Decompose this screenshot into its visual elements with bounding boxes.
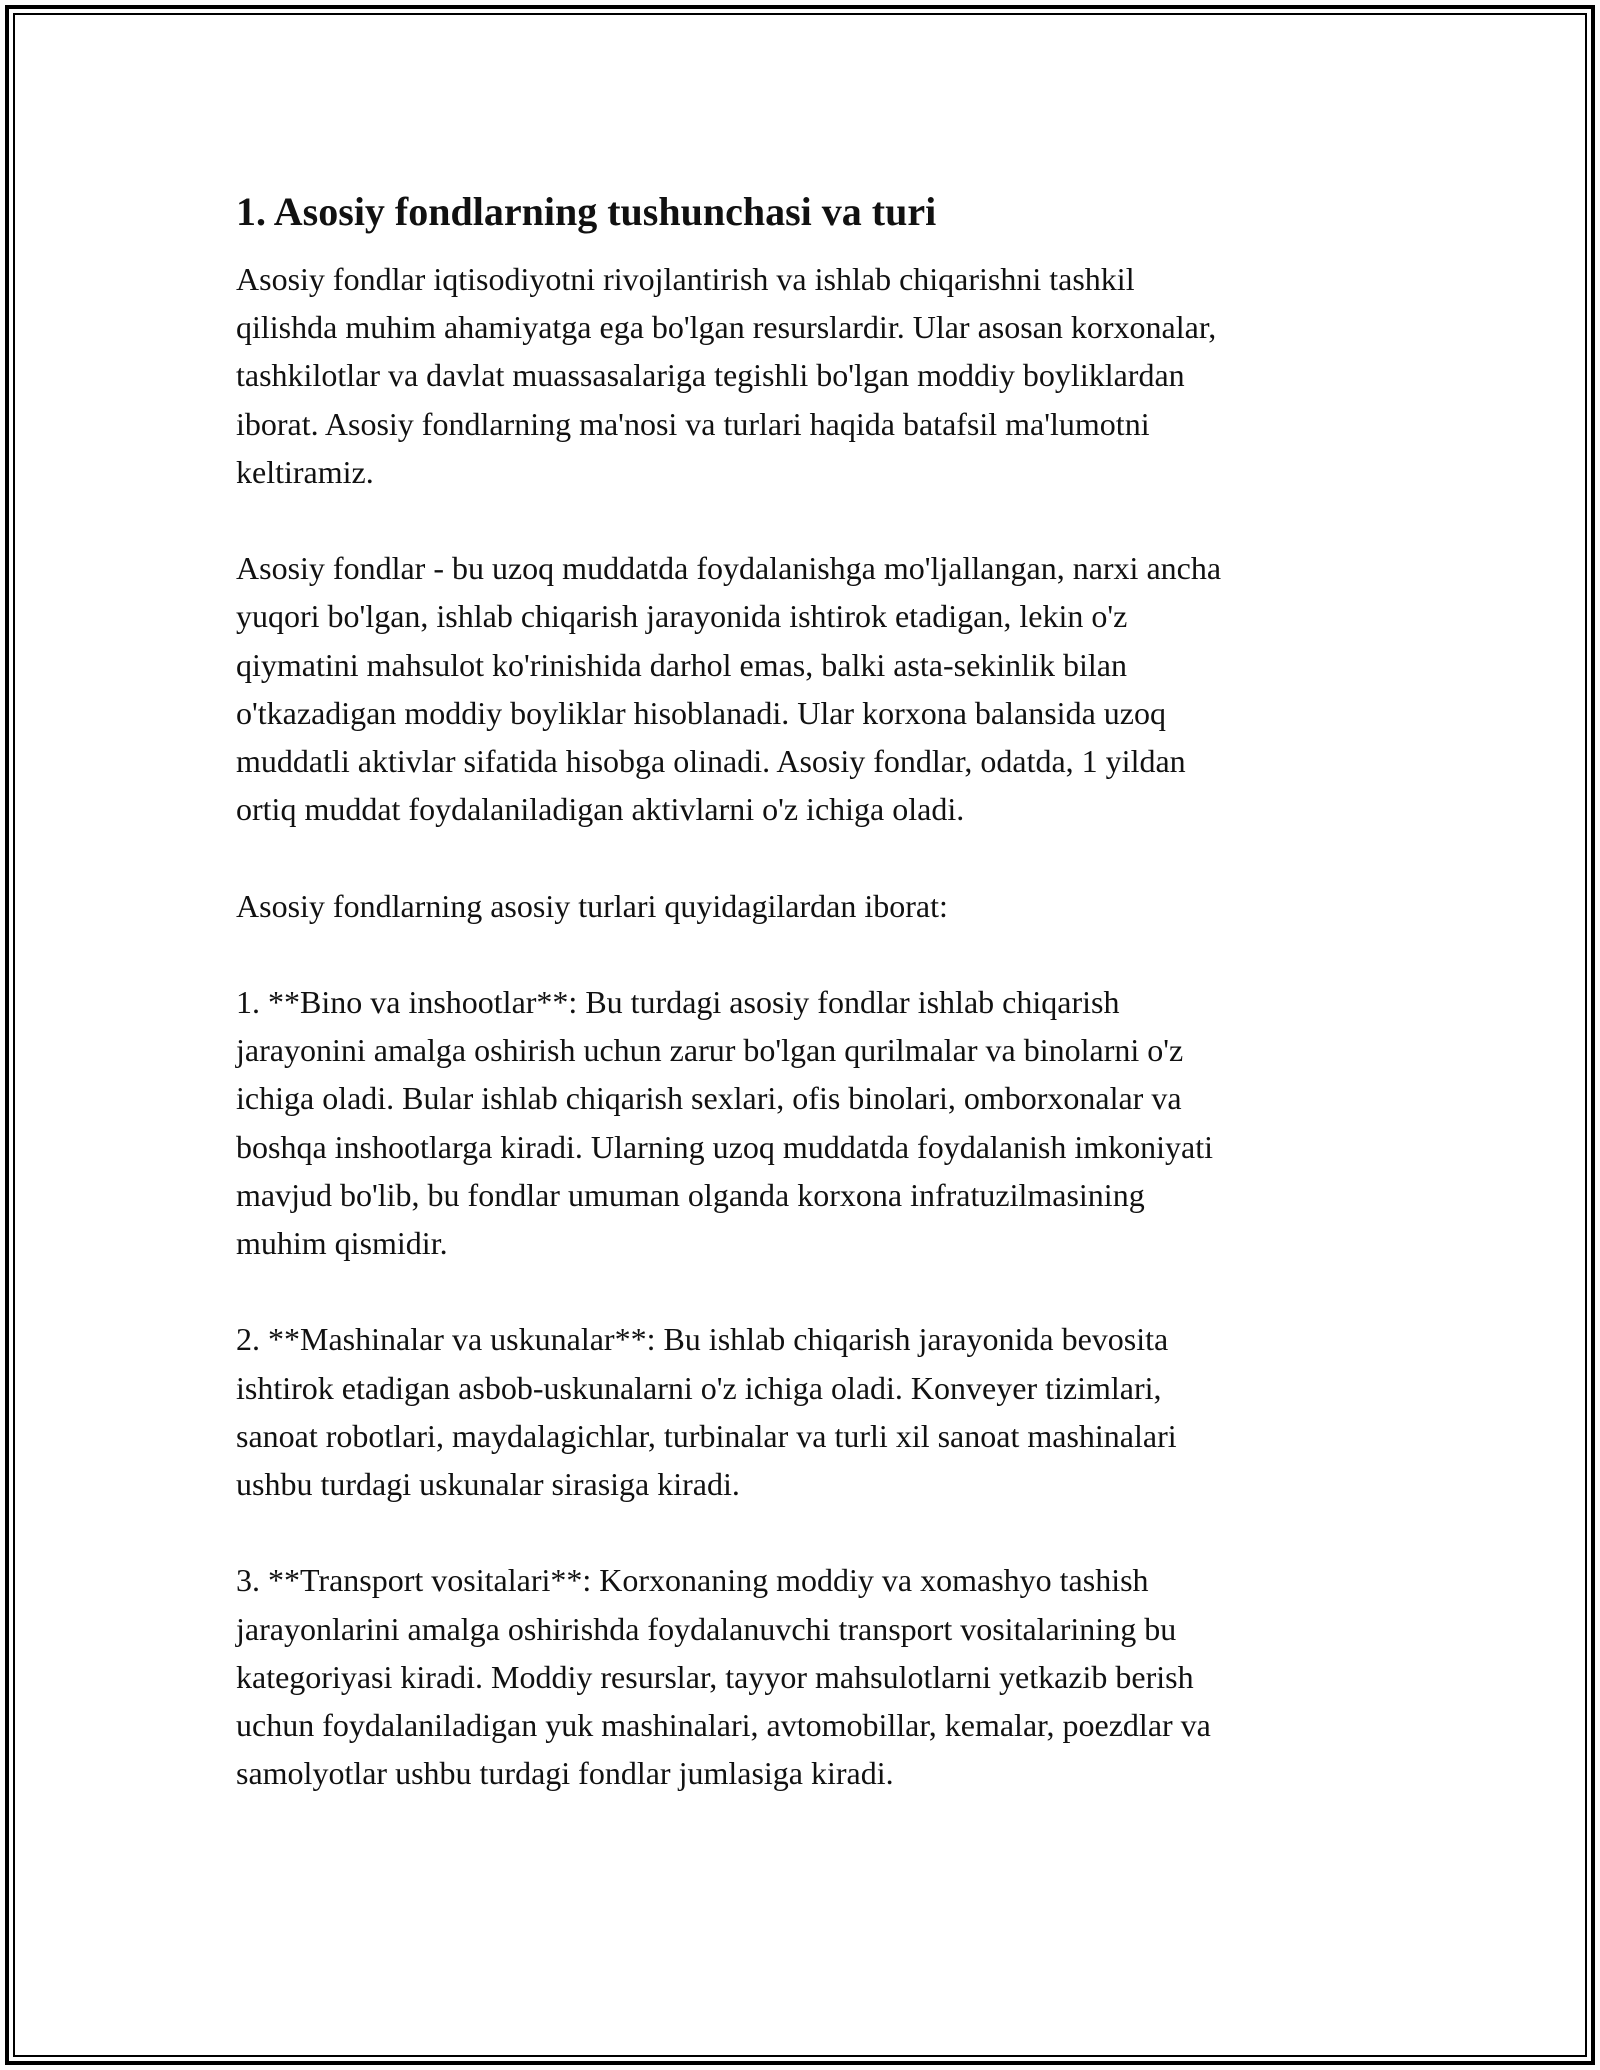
list-item-transport bbox=[236, 1556, 1376, 1797]
text-line: jarayonlarini amalga oshirishda foydalanuvchi transport vositalarining bu bbox=[236, 1610, 1177, 1647]
text-line: ortiq muddat foydalaniladigan aktivlarni o'z ichiga oladi. bbox=[236, 791, 965, 828]
text-line: Asosiy fondlarning asosiy turlari quyidagilardan iborat: bbox=[236, 887, 948, 924]
text-line: 3. **Transport vositalari**: Korxonaning moddiy va xomashyo tashish bbox=[236, 1562, 1149, 1599]
paragraph-spacer bbox=[236, 496, 1376, 544]
text-line: ishtirok etadigan asbob-uskunalarni o'z ichiga oladi. Konveyer tizimlari, bbox=[236, 1369, 1162, 1406]
document-title: 1. Asosiy fondlarning tushunchasi va turi bbox=[236, 189, 937, 234]
text-line: iborat. Asosiy fondlarning ma'nosi va turlari haqida batafsil ma'lumotni bbox=[236, 405, 1150, 442]
text-line: Asosiy fondlar - bu uzoq muddatda foydalanishga mo'ljallangan, narxi ancha bbox=[236, 550, 1222, 587]
text-line: qilishda muhim ahamiyatga ega bo'lgan resurslardir. Ular asosan korxonalar, bbox=[236, 309, 1217, 346]
text-line: muhim qismidir. bbox=[236, 1225, 448, 1262]
text-line: 2. **Mashinalar va uskunalar**: Bu ishlab chiqarish jarayonida bevosita bbox=[236, 1321, 1169, 1358]
paragraph-spacer bbox=[236, 1267, 1376, 1315]
paragraph-intro bbox=[236, 255, 1376, 496]
text-line: Asosiy fondlar iqtisodiyotni rivojlantirish va ishlab chiqarishni tashkil bbox=[236, 261, 1135, 297]
paragraph-spacer bbox=[236, 930, 1376, 978]
paragraph-spacer bbox=[236, 1508, 1376, 1556]
text-line: ichiga oladi. Bular ishlab chiqarish sexlari, ofis binolari, omborxonalar va bbox=[236, 1080, 1182, 1117]
text-line: 1. **Bino va inshootlar**: Bu turdagi asosiy fondlar ishlab chiqarish bbox=[236, 984, 1120, 1020]
list-item-machinery bbox=[236, 1315, 1376, 1508]
paragraph-definition bbox=[236, 544, 1376, 833]
text-line: kategoriyasi kiradi. Moddiy resurslar, tayyor mahsulotlarni yetkazib berish bbox=[236, 1658, 1194, 1695]
text-line: samolyotlar ushbu turdagi fondlar jumlasiga kiradi. bbox=[236, 1755, 894, 1792]
text-line: keltiramiz. bbox=[236, 453, 374, 490]
text-line: qiymatini mahsulot ko'rinishida darhol emas, balki asta-sekinlik bilan bbox=[236, 646, 1127, 683]
paragraph-spacer bbox=[236, 833, 1376, 881]
text-line: o'tkazadigan moddiy boyliklar hisoblanadi. Ular korxona balansida uzoq bbox=[236, 694, 1166, 731]
text-line: boshqa inshootlarga kiradi. Ularning uzoq muddatda foydalanish imkoniyati bbox=[236, 1128, 1213, 1165]
text-line: tashkilotlar va davlat muassasalariga tegishli bo'lgan moddiy boyliklardan bbox=[236, 357, 1185, 394]
text-line: muddatli aktivlar sifatida hisobga olinadi. Asosiy fondlar, odatda, 1 yildan bbox=[236, 743, 1186, 780]
text-line: jarayonini amalga oshirish uchun zarur bo'lgan qurilmalar va binolarni o'z bbox=[236, 1032, 1184, 1069]
paragraph-types-intro bbox=[236, 882, 1376, 930]
text-line: mavjud bo'lib, bu fondlar umuman olganda korxona infratuzilmasining bbox=[236, 1176, 1145, 1213]
document-body bbox=[236, 184, 1376, 1797]
text-line: ushbu turdagi uskunalar sirasiga kiradi. bbox=[236, 1466, 740, 1503]
text-line: uchun foydalaniladigan yuk mashinalari, avtomobillar, kemalar, poezdlar va bbox=[236, 1707, 1211, 1744]
list-item-buildings bbox=[236, 978, 1376, 1267]
text-line: yuqori bo'lgan, ishlab chiqarish jarayonida ishtirok etadigan, lekin o'z bbox=[236, 598, 1128, 635]
text-line: sanoat robotlari, maydalagichlar, turbinalar va turli xil sanoat mashinalari bbox=[236, 1417, 1177, 1454]
